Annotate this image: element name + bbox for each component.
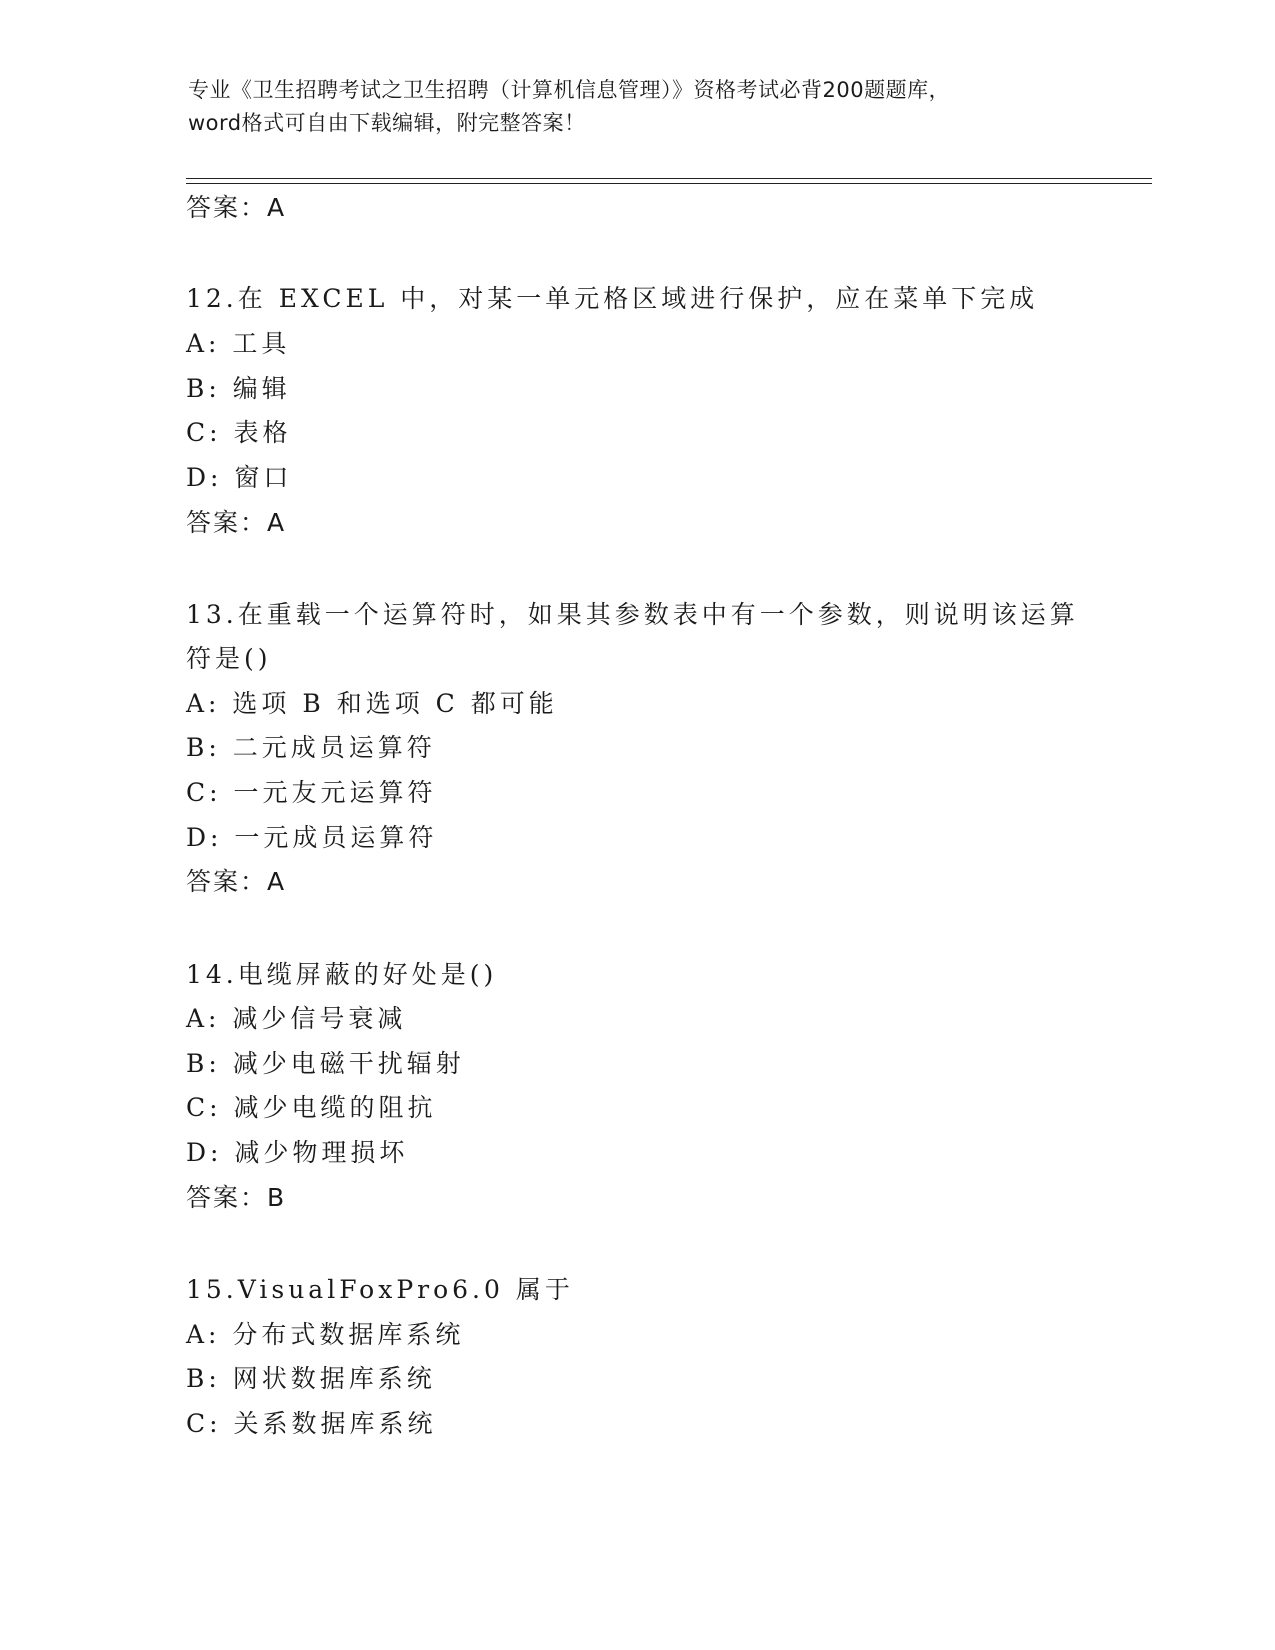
- question-13-option-c: C: 一元友元运算符: [186, 778, 437, 807]
- question-12-option-c: C: 表格: [186, 418, 292, 447]
- question-12-option-a: A: 工具: [186, 329, 291, 358]
- header-line-1: 专业《卫生招聘考试之卫生招聘（计算机信息管理）》资格考试必背200题题库，: [188, 78, 951, 102]
- question-12-option-d: D: 窗口: [186, 463, 293, 492]
- question-13-answer: 答案：A: [186, 867, 287, 896]
- question-13-text: 13.在重载一个运算符时，如果其参数表中有一个参数，则说明该运算: [186, 600, 1079, 629]
- header-divider-top: [186, 178, 1152, 179]
- question-15-option-b: B: 网状数据库系统: [186, 1364, 436, 1393]
- question-15-option-c: C: 关系数据库系统: [186, 1409, 437, 1438]
- question-14-text: 14.电缆屏蔽的好处是(): [186, 960, 498, 989]
- question-12-text: 12.在 EXCEL 中，对某一单元格区域进行保护，应在菜单下完成: [186, 284, 1039, 313]
- question-15-text: 15.VisualFoxPro6.0 属于: [186, 1275, 574, 1304]
- question-13-text-cont: 符是(): [186, 644, 272, 673]
- question-14-option-d: D: 减少物理损坏: [186, 1138, 409, 1167]
- question-13-option-a: A: 选项 B 和选项 C 都可能: [186, 689, 558, 718]
- question-15-option-a: A: 分布式数据库系统: [186, 1320, 465, 1349]
- header-divider-bottom: [186, 183, 1152, 184]
- question-14-option-a: A: 减少信号衰减: [186, 1004, 407, 1033]
- question-13-option-d: D: 一元成员运算符: [186, 823, 438, 852]
- answer-11: 答案：A: [186, 193, 287, 222]
- question-12-answer: 答案：A: [186, 508, 287, 537]
- document-header: [188, 74, 1088, 140]
- question-13-option-b: B: 二元成员运算符: [186, 733, 436, 762]
- question-12-option-b: B: 编辑: [186, 374, 291, 403]
- question-14-option-c: C: 减少电缆的阻抗: [186, 1093, 437, 1122]
- question-14-answer: 答案：B: [186, 1183, 287, 1212]
- header-line-2: word格式可自由下载编辑，附完整答案！: [188, 111, 586, 135]
- question-14-option-b: B: 减少电磁干扰辐射: [186, 1049, 465, 1078]
